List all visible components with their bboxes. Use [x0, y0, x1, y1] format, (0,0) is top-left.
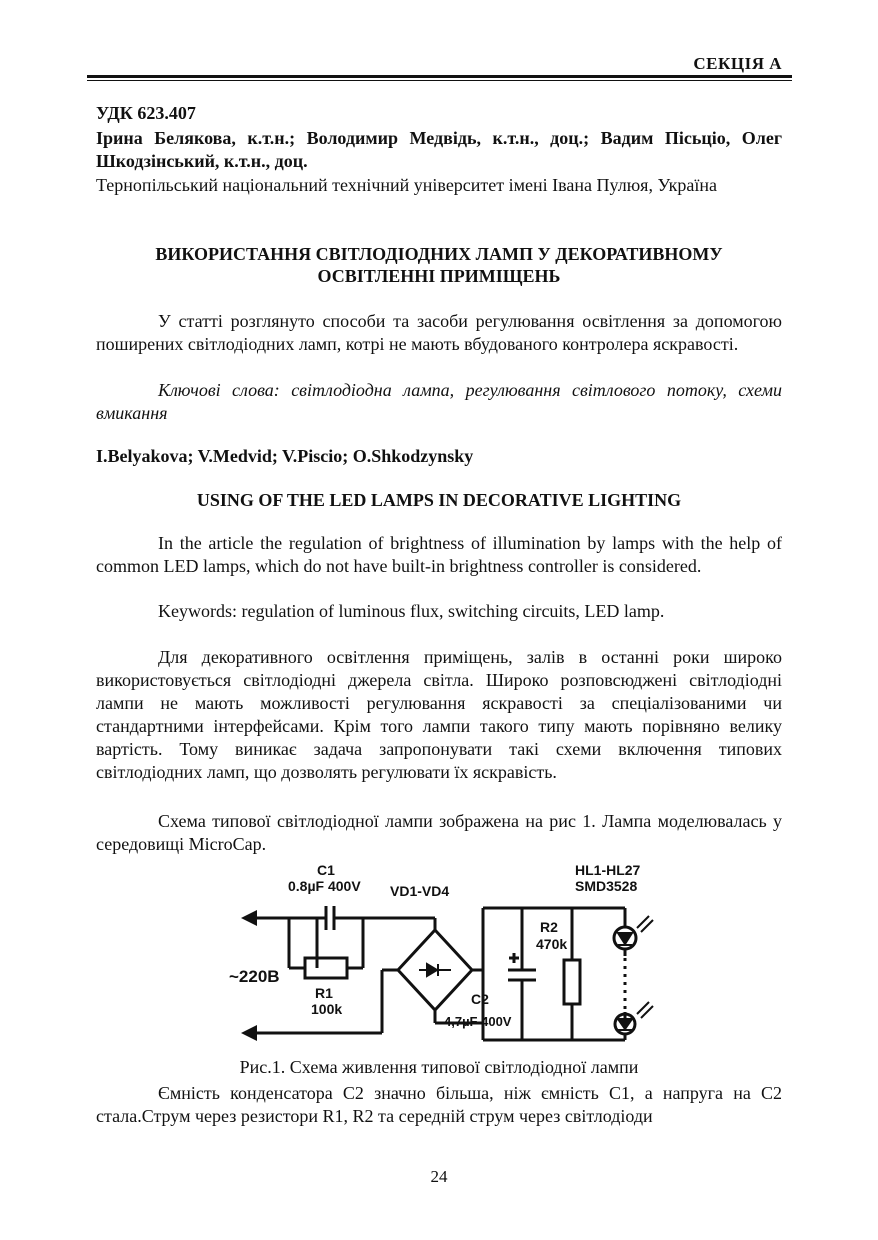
- bridge-label: VD1-VD4: [390, 883, 450, 899]
- c1-value: 0.8µF 400V: [288, 878, 361, 894]
- header-rule-thick: [87, 75, 792, 78]
- body-paragraph-1: Для декоративного освітлення приміщень, залів в останні роки широко використовується світлодіодні джерела світла. Широко розповсюджені світлодіодні лампи не мають можливості регулювання яскравості за спеціалізованими чи стандартними інтерфейсами. Крім того лампи такого типу мають порівняно велику вартість. Тому виникає задача запропонувати такі схеми включення типових світлодіодних ламп, що дозволять регулювати їх яскравість.: [96, 647, 782, 782]
- c2-label: C2: [471, 991, 489, 1007]
- authors-en: I.Belyakova; V.Medvid; V.Piscio; O.Shkodzynsky: [96, 446, 474, 466]
- udk-code: УДК 623.407: [96, 103, 196, 123]
- c1-label: C1: [317, 862, 335, 878]
- figure-caption: Рис.1. Схема живлення типової світлодіодної лампи: [239, 1057, 639, 1077]
- r1-label: R1: [315, 985, 333, 1001]
- r2-value: 470k: [536, 936, 568, 952]
- source-label: ~220B: [229, 967, 280, 986]
- title-en: USING OF THE LED LAMPS IN DECORATIVE LIGHTING: [196, 490, 682, 510]
- keywords-ua: Ключові слова: світлодіодна лампа, регулювання світлового потоку, схеми вмикання: [96, 380, 782, 423]
- header-rule-thin: [87, 80, 792, 81]
- abstract-ua: У статті розглянуто способи та засоби регулювання освітлення за допомогою поширених світлодіодних ламп, котрі не мають вбудованого контролера яскравості.: [96, 311, 782, 354]
- affiliation: Тернопільський національний технічний університет імені Івана Пулюя, Україна: [96, 175, 717, 195]
- title-ua: ВИКОРИСТАННЯ СВІТЛОДІОДНИХ ЛАМП У ДЕКОРАТИВНОМУ ОСВІТЛЕННІ ПРИМІЩЕНЬ: [155, 244, 723, 286]
- c2-value: 4,7µF 400V: [444, 1014, 512, 1029]
- section-header: СЕКЦІЯ А: [693, 54, 782, 73]
- keywords-en: Keywords: regulation of luminous flux, switching circuits, LED lamp.: [158, 601, 665, 621]
- circuit-diagram: [225, 858, 665, 1058]
- authors-ua: Ірина Белякова, к.т.н.; Володимир Медвідь, к.т.н., доц.; Вадим Пісьціо, Олег Шкодзінський, к.т.н., доц.: [96, 128, 782, 171]
- r2-label: R2: [540, 919, 558, 935]
- led-type-label: SMD3528: [575, 878, 638, 894]
- r1-value: 100k: [311, 1001, 343, 1017]
- abstract-en: In the article the regulation of brightness of illumination by lamps with the help of common LED lamps, which do not have built-in brightness controller is considered.: [96, 533, 782, 576]
- body-paragraph-2: Схема типової світлодіодної лампи зображена на рис 1. Лампа моделювалась у середовищі MicroCap.: [96, 811, 782, 854]
- leds-label: HL1-HL27: [575, 862, 641, 878]
- body-paragraph-3: Ємність конденсатора С2 значно більша, ніж ємність С1, а напруга на С2 стала.Струм через резистори R1, R2 та середній струм через світлодіоди: [96, 1083, 782, 1126]
- page-number: 24: [430, 1167, 448, 1186]
